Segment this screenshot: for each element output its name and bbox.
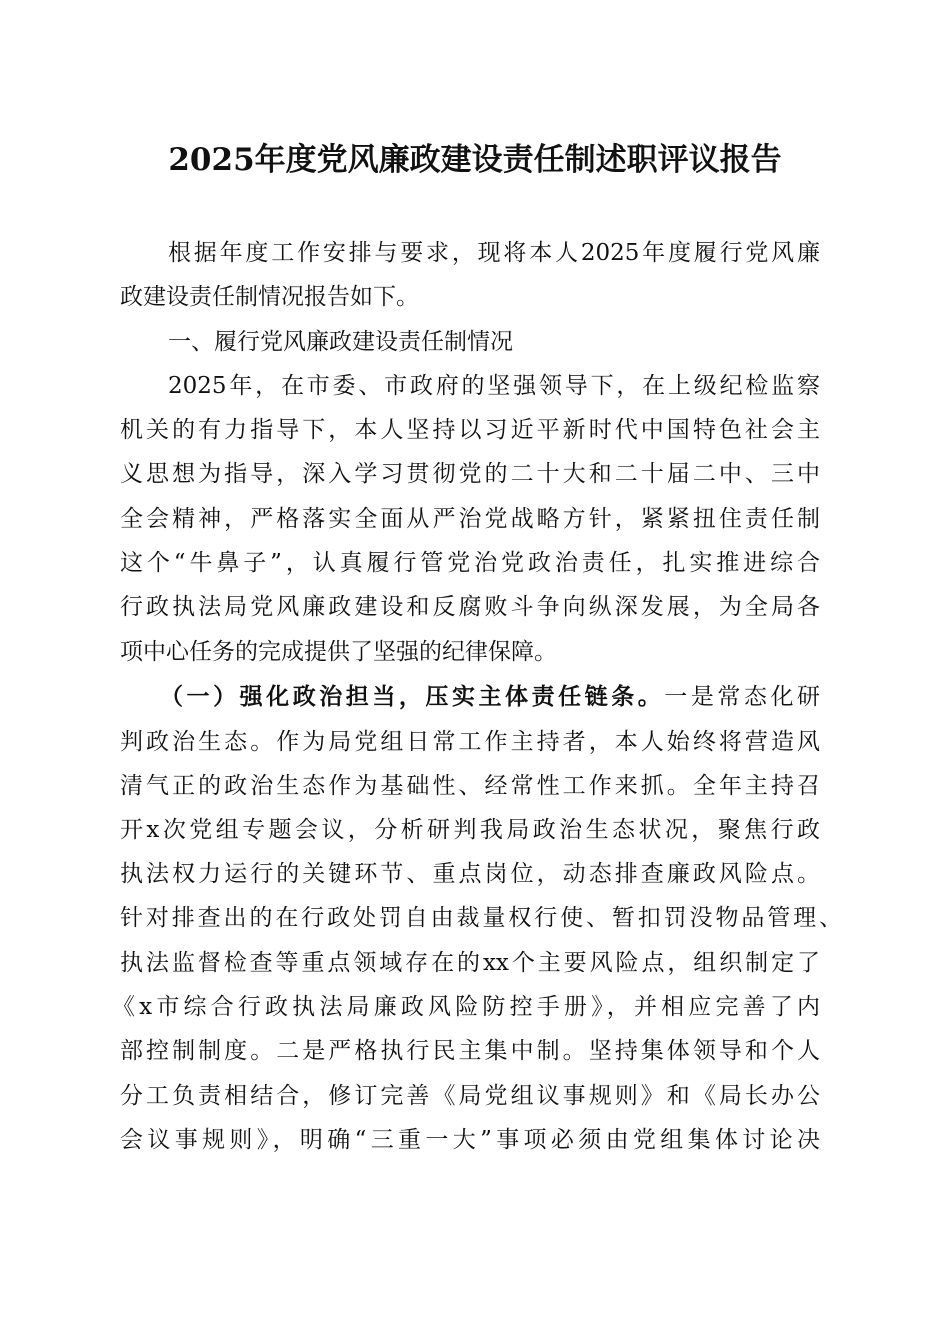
para-line: 全会精神，严格落实全面从严治党战略方针，紧紧扭住责任制 [120,506,820,532]
section-heading: 一、履行党风廉政建设责任制情况 [168,329,513,355]
para-line: 会议事规则》，明确“三重一大”事项必须由党组集体讨论决 [120,1127,820,1153]
para-line: 清气正的政治生态作为基础性、经常性工作来抓。全年主持召 [120,773,820,799]
para-line: 这个“牛鼻子”，认真履行管党治党政治责任，扎实推进综合 [120,550,820,576]
para-text: 一是常态化研 [664,684,821,710]
para-line: 行政执法局党风廉政建设和反腐败斗争向纵深发展，为全局各 [120,594,820,620]
para-line: 判政治生态。作为局党组日常工作主持者，本人始终将营造风 [120,729,820,755]
para-line: 开x次党组专题会议，分析研判我局政治生态状况，聚焦行政 [120,817,820,843]
para-line: 2025年，在市委、市政府的坚强领导下，在上级纪检监察 [168,373,820,399]
intro-line: 根据年度工作安排与要求，现将本人2025年度履行党风廉 [168,240,820,266]
subsection-heading: （一）强化政治担当，压实主体责任链条。 [160,683,665,710]
para-line: 义思想为指导，深入学习贯彻党的二十大和二十届二中、三中 [120,461,820,487]
para-line: 执法权力运行的关键环节、重点岗位，动态排查廉政风险点。 [120,861,820,887]
document-title: 2025年度党风廉政建设责任制述职评议报告 [168,142,782,178]
para-line: 机关的有力指导下，本人坚持以习近平新时代中国特色社会主 [120,417,820,443]
intro-line: 政建设责任制情况报告如下。 [120,284,419,310]
para-line: 部控制制度。二是严格执行民主集中制。坚持集体领导和个人 [120,1038,820,1064]
para-line: 分工负责相结合，修订完善《局党组议事规则》和《局长办公 [120,1083,820,1109]
subsection-lead-line [160,682,820,712]
para-line: 针对排查出的在行政处罚自由裁量权行使、暂扣罚没物品管理、 [120,905,842,931]
para-line: 执法监督检查等重点领域存在的xx个主要风险点，组织制定了 [120,950,820,976]
para-line: 项中心任务的完成提供了坚强的纪律保障。 [120,639,557,665]
para-line: 《x市综合行政执法局廉政风险防控手册》，并相应完善了内 [112,994,820,1020]
